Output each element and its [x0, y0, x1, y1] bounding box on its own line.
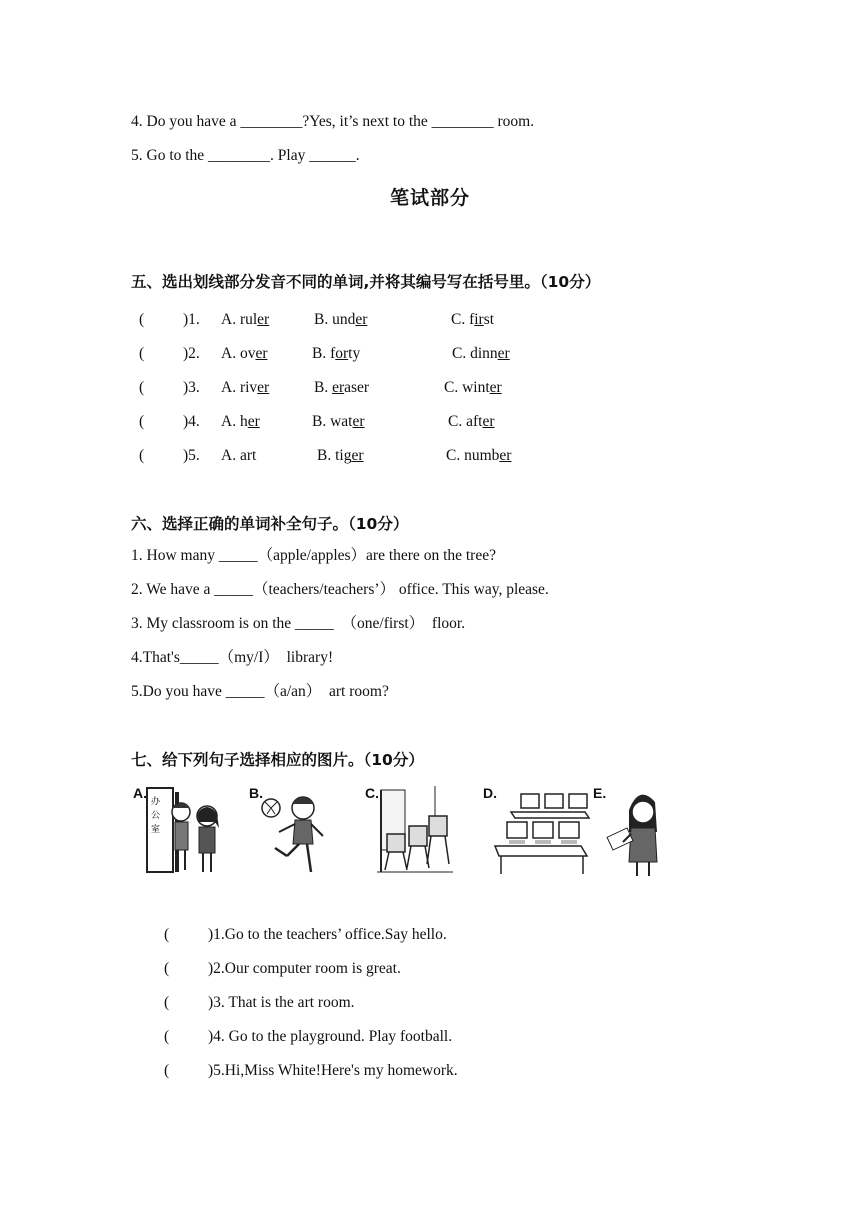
word-part: C. f	[451, 311, 475, 328]
computer-room-icon	[481, 782, 591, 880]
answer-bracket-open[interactable]: (	[164, 1028, 170, 1045]
word-part: A. riv	[221, 379, 258, 396]
office-sign-char-3: 室	[151, 825, 161, 835]
word-part: B. f	[312, 345, 336, 362]
section5-row-1	[131, 310, 831, 330]
option-a	[221, 446, 256, 466]
section7-item-2	[164, 959, 860, 979]
option-c	[444, 378, 502, 398]
option-b	[314, 310, 367, 330]
section6-item-3: 3. My classroom is on the _____ （one/first） floor.	[131, 615, 466, 632]
picture-b-label: B.	[249, 785, 263, 801]
word-part: B. wat	[312, 413, 353, 430]
option-c	[448, 412, 494, 432]
option-c	[451, 310, 494, 330]
section7-item-5	[164, 1061, 860, 1081]
question-number: )5.	[183, 447, 200, 464]
underlined-part: er	[255, 345, 268, 362]
word-part: B. und	[314, 311, 356, 328]
option-b	[314, 378, 369, 398]
section6-item-2: 2. We have a _____（teachers/teachers’） office. This way, please.	[131, 581, 549, 598]
underlined-part: er	[257, 379, 270, 396]
word-part: A. art	[221, 447, 257, 464]
office-sign-char-2: 公	[151, 811, 161, 821]
picture-a	[131, 782, 227, 880]
word-part: C. wint	[444, 379, 490, 396]
underlined-part: er	[352, 413, 365, 430]
picture-c-label: C.	[365, 785, 379, 801]
underlined-part: er	[257, 311, 270, 328]
underlined-part: er	[351, 447, 364, 464]
picture-b	[247, 782, 343, 880]
section5-row-3	[131, 378, 831, 398]
picture-e-label: E.	[593, 785, 607, 801]
answer-bracket-open[interactable]: (	[164, 960, 170, 977]
question-number: )2.	[183, 345, 200, 362]
word-part: st	[483, 311, 495, 328]
answer-bracket-open[interactable]: (	[139, 413, 145, 430]
listening-question-4: 4. Do you have a ________?Yes, it’s next to the ________ room.	[131, 113, 535, 130]
office-sign-char-1: 办	[151, 797, 161, 807]
word-part: ty	[348, 345, 361, 362]
answer-bracket-open[interactable]: (	[164, 1062, 170, 1079]
section-title: 笔试部分	[389, 187, 470, 209]
option-a	[221, 378, 269, 398]
answer-bracket-open[interactable]: (	[139, 345, 145, 362]
item-text: )1.Go to the teachers’ office.Say hello.	[208, 926, 447, 943]
item-text: )5.Hi,Miss White!Here's my homework.	[208, 1062, 458, 1079]
section7-item-3	[164, 993, 860, 1013]
option-a	[221, 344, 268, 364]
picture-strip	[131, 782, 676, 882]
underlined-part: er	[489, 379, 502, 396]
answer-bracket-open[interactable]: (	[139, 379, 145, 396]
word-part: C. aft	[448, 413, 483, 430]
word-part: B. tig	[317, 447, 352, 464]
word-part: A. h	[221, 413, 248, 430]
underlined-part: er	[497, 345, 510, 362]
underlined-part: er	[247, 413, 260, 430]
answer-bracket-open[interactable]: (	[139, 447, 145, 464]
answer-bracket-open[interactable]: (	[139, 311, 145, 328]
question-number: )4.	[183, 413, 200, 430]
answer-bracket-open[interactable]: (	[164, 994, 170, 1011]
picture-c	[363, 782, 459, 880]
section7-item-4	[164, 1027, 860, 1047]
option-b	[312, 344, 360, 364]
item-text: )3. That is the art room.	[208, 994, 355, 1011]
word-part: A. rul	[221, 311, 258, 328]
underlined-part: er	[482, 413, 495, 430]
section5-heading: 五、选出划线部分发音不同的单词,并将其编号写在括号里。（10分）	[131, 273, 601, 291]
underlined-part: er	[499, 447, 512, 464]
listening-question-5: 5. Go to the ________. Play ______.	[131, 147, 360, 164]
option-a	[221, 412, 260, 432]
underlined-part: ir	[474, 311, 484, 328]
word-part: aser	[344, 379, 370, 396]
item-text: )2.Our computer room is great.	[208, 960, 401, 977]
option-a	[221, 310, 269, 330]
question-number: )3.	[183, 379, 200, 396]
option-c	[446, 446, 511, 466]
section7-item-1	[164, 925, 860, 945]
picture-e	[591, 782, 687, 880]
section5-row-2	[131, 344, 831, 364]
section5-row-4	[131, 412, 831, 432]
underlined-part: er	[355, 311, 368, 328]
section6-heading: 六、选择正确的单词补全句子。（10分）	[131, 515, 409, 533]
option-b	[317, 446, 364, 466]
answer-bracket-open[interactable]: (	[164, 926, 170, 943]
section6-item-1: 1. How many _____（apple/apples）are there on the tree?	[131, 547, 496, 564]
picture-a-label: A.	[133, 785, 147, 801]
underlined-part: or	[335, 345, 349, 362]
underlined-part: er	[332, 379, 345, 396]
question-number: )1.	[183, 311, 200, 328]
picture-d	[481, 782, 591, 880]
item-text: )4. Go to the playground. Play football.	[208, 1028, 453, 1045]
section6-item-4: 4.That's_____（my/I） library!	[131, 649, 334, 666]
option-b	[312, 412, 365, 432]
option-c	[452, 344, 510, 364]
picture-d-label: D.	[483, 785, 497, 801]
word-part: C. dinn	[452, 345, 498, 362]
word-part: B.	[314, 379, 333, 396]
word-part: C. numb	[446, 447, 500, 464]
section5-row-5	[131, 446, 831, 466]
section7-heading: 七、给下列句子选择相应的图片。（10分）	[131, 751, 424, 769]
section6-item-5: 5.Do you have _____（a/an） art room?	[131, 683, 389, 700]
word-part: A. ov	[221, 345, 256, 362]
